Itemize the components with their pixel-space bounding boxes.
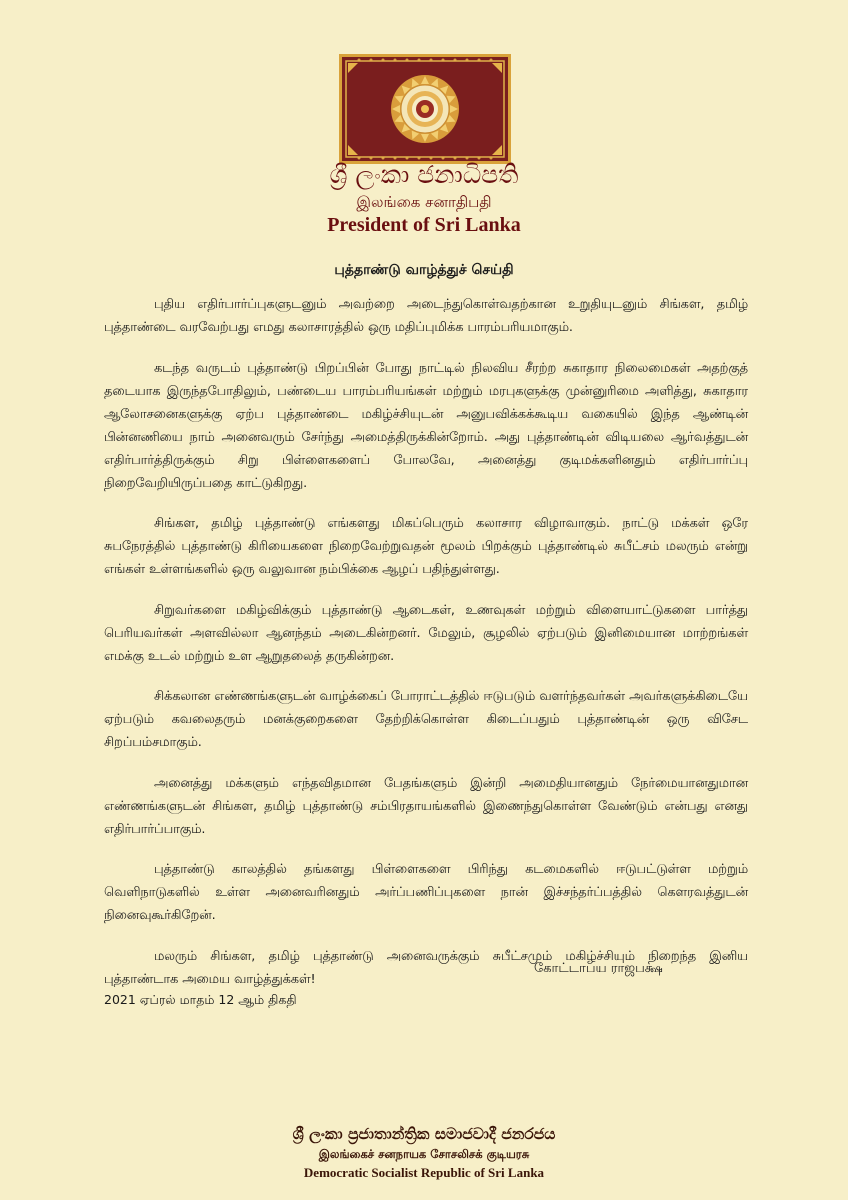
paragraph: சிறுவர்களை மகிழ்விக்கும் புத்தாண்டு ஆடைகள், உணவுகள் மற்றும் விளையாட்டுகளை பார்த்து பெரியவர்கள் அளவில்லா ஆனந்தம் அடைகின்றனர். மேலும், சூழலில் ஏற்படும் இனிமையான மாற்றங்கள் எமக்கு உடல் மற்றும் உள ஆறுதலைத் தருகின்றன. <box>104 602 748 664</box>
paragraph: புத்தாண்டு காலத்தில் தங்களது பிள்ளைகளை பிரிந்து கடமைகளில் ஈடுபட்டுள்ள மற்றும் வெளிநாடுகளில் உள்ள அனைவரினதும் அர்ப்பணிப்புகளை நான் இச்சந்தர்ப்பத்தில் கௌரவத்துடன் நினைவுகூர்கிறேன். <box>104 862 748 923</box>
paragraph: சிங்கள, தமிழ் புத்தாண்டு எங்களது மிகப்பெரும் கலாசார விழாவாகும். நாட்டு மக்கள் ஒரே சுபநேரத்தில் புத்தாண்டு கிரியைகளை நிறைவேற்றுவதன் மூலம் பிறக்கும் புத்தாண்டில் சுபீட்சம் மலரும் என்று எங்கள் உள்ளங்களில் ஒரு வலுவான நம்பிக்கை ஆழப் பதிந்துள்ளது. <box>104 516 748 577</box>
header-title-english: President of Sri Lanka <box>327 214 521 236</box>
header-title-tamil: இலங்கை சனாதிபதி <box>356 193 492 211</box>
footer-tamil: இலங்கைச் சனநாயக சோசலிசக் குடியரசு <box>318 1147 530 1161</box>
paragraph: அனைத்து மக்களும் எந்தவிதமான பேதங்களும் இன்றி அமைதியானதும் நேர்மையானதுமான எண்ணங்களுடன் சிங்கள, தமிழ் புத்தாண்டு சம்பிரதாயங்களில் இணைந்துகொள்ள வேண்டும் என்பது எனது எதிர்பார்ப்பாகும். <box>104 775 748 837</box>
letter-date: 2021 ஏப்ரல் மாதம் 12 ஆம் திகதி <box>104 992 297 1007</box>
paragraph: கடந்த வருடம் புத்தாண்டு பிறப்பின் போது நாட்டில் நிலவிய சீரற்ற சுகாதார நிலைமைகள் அதற்குத் தடையாக இருந்தபோதிலும், பண்டைய பாரம்பரியங்கள் மற்றும் மரபுகளுக்கு முன்னுரிமை அளித்து, சுகாதார ஆலோசனைகளுக்கு ஏற்ப புத்தாண்டை மகிழ்ச்சியுடன் அனுபவிக்கக்கூடிய வகையில் இந்த ஆண்டின் பின்னணியை நாம் அனைவரும் சேர்ந்து அமைத்திருக்கின்றோம். அது புத்தாண்டின் விடியலை ஆர்வத்துடன் எதிர்பார்த்திருக்கும் சிறு பிள்ளைகளைப் போலவே, அனைத்து குடிமக்களினதும் எதிர்பார்ப்பு நிறைவேறியிருப்பதை காட்டுகிறது. <box>104 360 748 491</box>
letter-heading: புத்தாண்டு வாழ்த்துச் செய்தி <box>334 262 514 278</box>
header-title-sinhala: ශ්‍රී ලංකා ජනාධිපති <box>329 160 519 189</box>
paragraph: மலரும் சிங்கள, தமிழ் புத்தாண்டு அனைவருக்கும் சுபீட்சமும் மகிழ்ச்சியும் நிறைந்த இனிய புத்தாண்டாக அமைய வாழ்த்துக்கள்! <box>104 948 748 987</box>
footer-english: Democratic Socialist Republic of Sri Lanka <box>303 1165 545 1180</box>
footer-sinhala: ශ්‍රී ලංකා ප්‍රජාතාන්ත්‍රික සමාජවාදී ජනරජය <box>292 1124 556 1143</box>
signature-name: கோட்டாபய ராஜபக்ஷ <box>534 961 663 976</box>
presidential-flag-emblem-icon <box>339 54 511 164</box>
paragraph: புதிய எதிர்பார்ப்புகளுடனும் அவற்றை அடைந்துகொள்வதற்கான உறுதியுடனும் சிங்கள, தமிழ் புத்தாண்டை வரவேற்பது எமது கலாசாரத்தில் ஒரு மதிப்புமிக்க பாரம்பரியமாகும். <box>104 297 748 335</box>
letter-body <box>104 293 748 991</box>
paragraph: சிக்கலான எண்ணங்களுடன் வாழ்க்கைப் போராட்டத்தில் ஈடுபடும் வளர்ந்தவர்கள் அவர்களுக்கிடையே ஏற்படும் கவலைதரும் மனக்குறைகளை தேற்றிக்கொள்ள கிடைப்பதும் புத்தாண்டின் ஒரு விசேட சிறப்பம்சமாகும். <box>104 689 748 750</box>
